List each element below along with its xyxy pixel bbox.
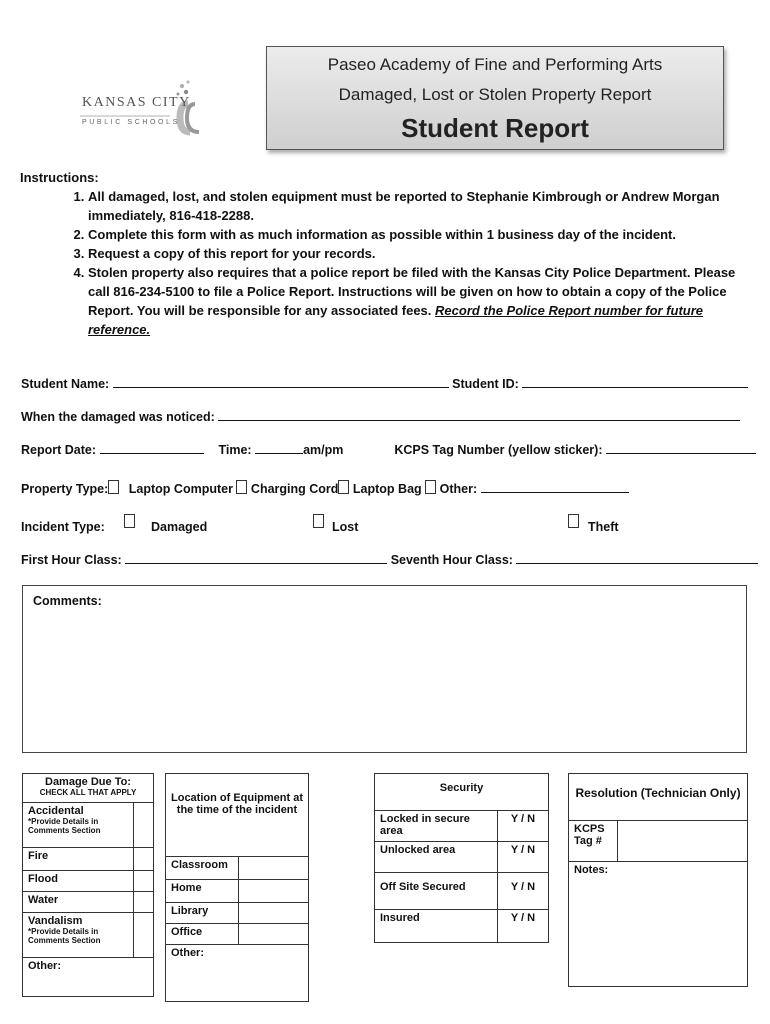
instruction-item: 2. Complete this form with as much information as possible within 1 business day of the incident. (88, 225, 750, 244)
laptop-checkbox[interactable] (108, 480, 119, 494)
vandalism-label: Vandalism (28, 915, 83, 927)
damage-header-text: Damage Due To: (45, 776, 131, 788)
accidental-label: Accidental (28, 805, 84, 817)
student-name-label: Student Name: (21, 377, 110, 391)
security-label: Off Site Secured (375, 873, 498, 910)
library-label: Library (166, 903, 239, 924)
damaged-option: Damaged (151, 520, 208, 534)
time-field[interactable] (255, 443, 303, 454)
security-yn[interactable]: Y / N (498, 811, 549, 842)
laptop-option: Laptop Computer (128, 482, 233, 496)
damaged-checkbox[interactable] (124, 514, 135, 528)
time-label: Time: (218, 443, 252, 457)
damage-table (22, 773, 154, 997)
title-box (266, 46, 724, 150)
other-option: Other: (439, 482, 478, 496)
flood-check[interactable] (134, 871, 154, 892)
student-name-field[interactable] (113, 377, 449, 388)
lost-option: Lost (332, 520, 359, 534)
ampm-label: am/pm (303, 443, 344, 457)
student-name-row (21, 377, 748, 391)
location-header: Location of Equipment at the time of the incident (166, 774, 309, 857)
office-check[interactable] (239, 924, 309, 945)
logo-subtext: PUBLIC SCHOOLS (82, 119, 180, 126)
resolution-header: Resolution (Technician Only) (569, 774, 748, 821)
accidental-cell (23, 803, 134, 848)
classroom-check[interactable] (239, 857, 309, 880)
logo-text: KANSAS CITY (82, 95, 191, 110)
location-other[interactable]: Other: (166, 945, 309, 1002)
seventh-hour-field[interactable] (516, 553, 758, 564)
kcps-tag-field[interactable] (606, 443, 756, 454)
instruction-emphasis: Record the Police Report number for future reference. (88, 303, 704, 337)
instructions-label: Instructions: (20, 170, 99, 185)
first-hour-field[interactable] (125, 553, 387, 564)
security-yn[interactable]: Y / N (498, 873, 549, 910)
laptop-bag-checkbox[interactable] (338, 480, 349, 494)
security-yn[interactable]: Y / N (498, 842, 549, 873)
security-yn[interactable]: Y / N (498, 910, 549, 943)
comments-box[interactable] (22, 585, 747, 753)
resolution-table (568, 773, 748, 987)
instruction-item: 1. All damaged, lost, and stolen equipment must be reported to Stephanie Kimbrough or Andrew Morgan immediately, 816-418-2288. (88, 187, 750, 225)
fire-label: Fire (23, 848, 134, 871)
resolution-notes[interactable]: Notes: (569, 862, 748, 987)
damage-other[interactable]: Other: (23, 958, 154, 997)
charging-cord-checkbox[interactable] (236, 480, 247, 494)
laptop-bag-option: Laptop Bag (352, 482, 422, 496)
property-type-row (21, 480, 629, 496)
water-label: Water (23, 892, 134, 913)
theft-checkbox[interactable] (568, 514, 579, 528)
report-date-row (21, 443, 756, 457)
comments-label: Comments: (33, 594, 102, 608)
theft-option: Theft (588, 520, 619, 534)
other-checkbox[interactable] (425, 480, 436, 494)
fire-check[interactable] (134, 848, 154, 871)
first-hour-label: First Hour Class: (21, 553, 122, 567)
class-row (21, 553, 758, 567)
noticed-label: When the damaged was noticed: (21, 410, 215, 424)
security-label: Locked in secure area (375, 811, 498, 842)
page-title: Student Report (401, 113, 589, 143)
accidental-note: *Provide Details in Comments Section (28, 817, 101, 835)
home-check[interactable] (239, 880, 309, 903)
other-field[interactable] (481, 482, 629, 493)
noticed-row (21, 410, 740, 424)
security-header: Security (375, 774, 549, 811)
security-label: Unlocked area (375, 842, 498, 873)
instructions-list (20, 187, 750, 339)
library-check[interactable] (239, 903, 309, 924)
incident-type-label: Incident Type: (21, 520, 105, 534)
instruction-text: Stolen property also requires that a police report be filed with the Kansas City Police Department. Please call 816-234-5100 to file a Police Report. Instructions will be given on how to obtain a copy of the Police Report. You will be responsible for any associated fees. (88, 265, 736, 318)
charging-cord-option: Charging Cord (250, 482, 339, 496)
kcps-tag-cell-value[interactable] (618, 821, 748, 862)
home-label: Home (166, 880, 239, 903)
instruction-item (88, 263, 750, 339)
kcps-tag-label: KCPS Tag Number (yellow sticker): (394, 443, 603, 457)
flood-label: Flood (23, 871, 134, 892)
water-check[interactable] (134, 892, 154, 913)
location-table (165, 773, 309, 1002)
student-id-label: Student ID: (452, 377, 519, 391)
school-name: Paseo Academy of Fine and Performing Arts (327, 55, 663, 74)
vandalism-note: *Provide Details in Comments Section (28, 927, 101, 945)
report-subtitle: Damaged, Lost or Stolen Property Report (338, 85, 652, 104)
security-table (374, 773, 549, 943)
property-type-label: Property Type: (21, 482, 109, 496)
student-id-field[interactable] (522, 377, 748, 388)
classroom-label: Classroom (166, 857, 239, 880)
noticed-field[interactable] (218, 410, 740, 421)
accidental-check[interactable] (134, 803, 154, 848)
damage-header (23, 774, 154, 803)
report-date-field[interactable] (100, 443, 204, 454)
lost-checkbox[interactable] (313, 514, 324, 528)
report-date-label: Report Date: (21, 443, 97, 457)
vandalism-cell (23, 913, 134, 958)
damage-note: CHECK ALL THAT APPLY (39, 788, 137, 797)
kcps-tag-cell-label: KCPS Tag # (569, 821, 618, 862)
instruction-item: 3. Request a copy of this report for your records. (88, 244, 750, 263)
seventh-hour-label: Seventh Hour Class: (390, 553, 513, 567)
security-label: Insured (375, 910, 498, 943)
vandalism-check[interactable] (134, 913, 154, 958)
office-label: Office (166, 924, 239, 945)
